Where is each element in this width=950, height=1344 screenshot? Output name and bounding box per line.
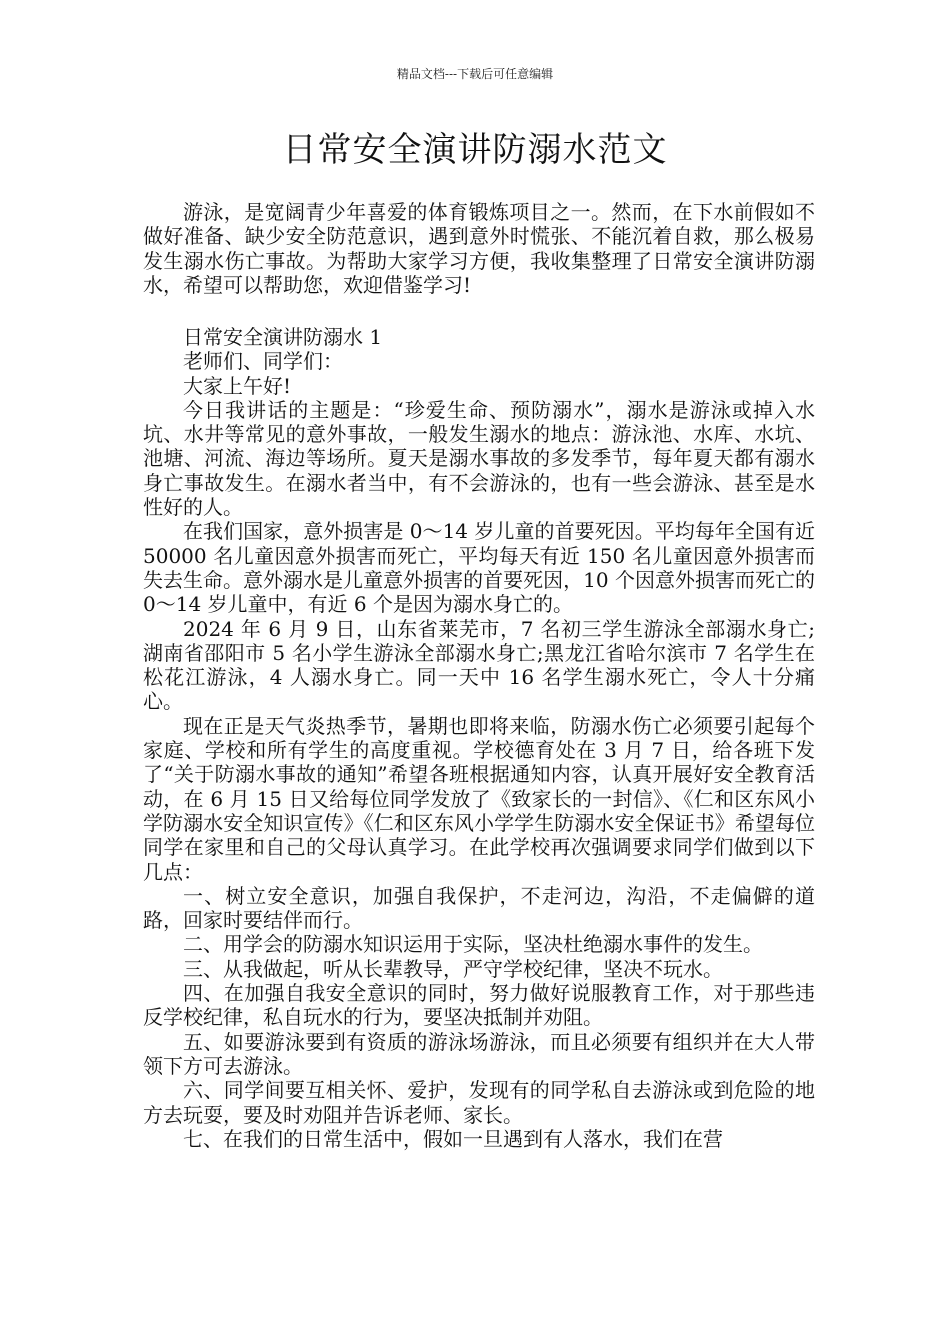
salutation: 老师们、同学们： <box>183 349 343 374</box>
body-paragraph: 现在正是天气炎热季节，暑期也即将来临，防溺水伤亡必须要引起每个家庭、学校和所有学生的高度重视。学校德育处在 3 月 7 日，给各班下发了“关于防溺水事故的通知”希望各班根据通知内容，认真开展好安全教育活动，在 6 月 15 日又给每位同学发放了《致家长的一封信》、《仁和区东风小学防溺水安全知识宣传》《仁和区东风小学学生防溺水安全保证书》希望每位同学在家里和自己的父母认真学习。在此学校再次强调要求同学们做到以下几点： <box>143 713 815 884</box>
intro-paragraph: 游泳，是宽阔青少年喜爱的体育锻炼项目之一。然而，在下水前假如不做好准备、缺少安全防范意识，遇到意外时慌张、不能沉着自救，那么极易发生溺水伤亡事故。为帮助大家学习方便，我收集整理了日常安全演讲防溺水，希望可以帮助您，欢迎借鉴学习! <box>143 200 815 297</box>
greeting: 大家上午好! <box>183 373 292 398</box>
list-item: 四、在加强自我安全意识的同时，努力做好说服教育工作，对于那些违反学校纪律，私自玩水的行为，要坚决抵制并劝阻。 <box>143 981 815 1030</box>
list-item: 五、如要游泳要到有资质的游泳场游泳，而且必须要有组织并在大人带领下方可去游泳。 <box>143 1029 815 1078</box>
header-note: 精品文档---下载后可任意编辑 <box>396 67 554 81</box>
list-item: 三、从我做起，听从长辈教导，严守学校纪律，坚决不玩水。 <box>183 956 723 981</box>
list-item: 一、树立安全意识，加强自我保护，不走河边，沟沿，不走偏僻的道路，回家时要结伴而行。 <box>143 883 815 933</box>
page-title: 日常安全演讲防溺水范文 <box>282 130 668 170</box>
list-item: 七、在我们的日常生活中，假如一旦遇到有人落水，我们在营 <box>183 1126 723 1151</box>
list-item: 六、同学间要互相关怀、爱护，发现有的同学私自去游泳或到危险的地方去玩耍，要及时劝阻并告诉老师、家长。 <box>143 1078 815 1127</box>
speech-heading: 日常安全演讲防溺水 1 <box>183 325 383 349</box>
speech-body <box>143 325 815 1151</box>
body-paragraph: 在我们国家，意外损害是 0～14 岁儿童的首要死因。平均每年全国有近 50000 名儿童因意外损害而死亡，平均每天有近 150 名儿童因意外损害而失去生命。意外溺水是儿童意外损害的首要死因，10 个因意外损害而死亡的 0～14 岁儿童中，有近 6 个是因为溺水身亡的。 <box>143 519 815 617</box>
intro-section <box>143 200 815 297</box>
body-paragraph: 2024 年 6 月 9 日，山东省莱芜市，7 名初三学生游泳全部溺水身亡;湖南省邵阳市 5 名小学生游泳全部溺水身亡;黑龙江省哈尔滨市 7 名学生在松花江游泳，4 人溺水身亡。同一天中 16 名学生溺水死亡，令人十分痛心。 <box>143 616 815 714</box>
body-paragraph: 今日我讲话的主题是：“珍爱生命、预防溺水”，溺水是游泳或掉入水坑、水井等常见的意外事故，一般发生溺水的地点：游泳池、水库、水坑、池塘、河流、海边等场所。夏天是溺水事故的多发季节，每年夏天都有溺水身亡事故发生。在溺水者当中，有不会游泳的，也有一些会游泳、甚至是水性好的人。 <box>143 397 815 520</box>
list-item: 二、用学会的防溺水知识运用于实际，坚决杜绝溺水事件的发生。 <box>183 932 763 957</box>
